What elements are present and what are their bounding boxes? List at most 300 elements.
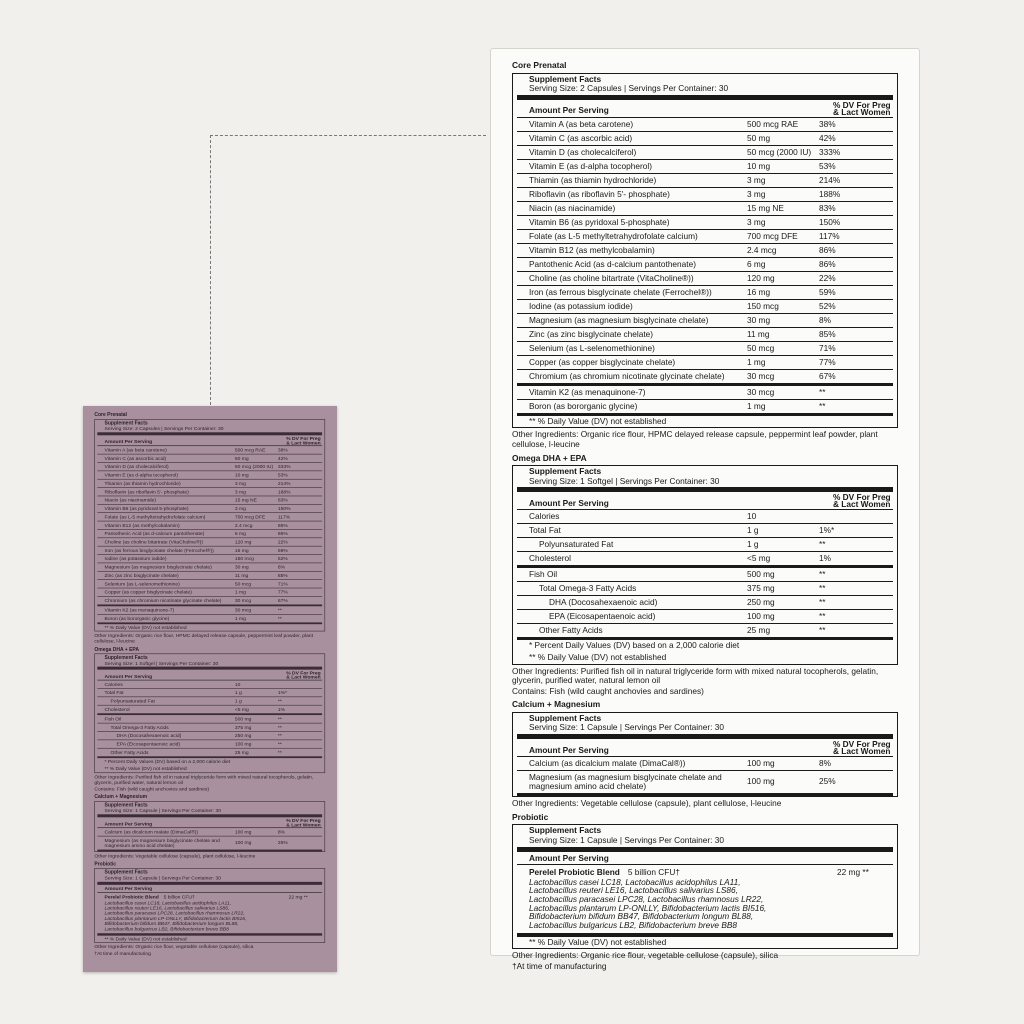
nutrient-table <box>97 681 322 714</box>
connector-line-vertical <box>210 135 211 405</box>
nutrient-dv: 38% <box>819 118 836 129</box>
nutrient-dv: ** <box>819 611 826 622</box>
nutrient-amount: 100 mg <box>747 611 775 622</box>
nutrient-row <box>97 606 322 614</box>
nutrient-table <box>97 446 322 604</box>
nutrient-row <box>97 546 322 554</box>
nutrient-row <box>97 828 322 836</box>
nutrient-amount: 375 mg <box>234 724 252 731</box>
nutrient-amount: 15 mg NE <box>747 202 784 213</box>
nutrient-amount: 1 mg <box>747 400 766 411</box>
nutrient-name: Riboflavin (as riboflavin 5'- phosphate) <box>104 488 189 495</box>
nutrient-amount: 150 mcg <box>234 555 254 562</box>
blend-amount: 22 mg ** <box>288 893 308 900</box>
nutrient-amount: 30 mcg <box>747 370 775 381</box>
nutrient-name: Zinc (as zinc bisglycinate chelate) <box>529 328 654 339</box>
nutrient-name: DHA (Docosahexaenoic acid) <box>116 732 182 739</box>
nutrient-row <box>97 555 322 563</box>
nutrient-name: Selenium (as L-selenomethionine) <box>529 342 655 353</box>
serving-info: Serving Size: 1 Capsule | Servings Per Container: 30 <box>529 722 724 733</box>
nutrient-name: DHA (Docosahexaenoic acid) <box>549 597 658 608</box>
nutrient-row <box>97 740 322 748</box>
nutrient-dv: 67% <box>277 597 288 604</box>
nutrient-row <box>517 202 893 216</box>
nutrient-dv: 38% <box>277 446 288 453</box>
supplement-facts-title: Supplement Facts <box>529 466 602 477</box>
nutrient-row <box>97 724 322 732</box>
other-ingredients: Other Ingredients: Organic rice flour, vegetable cellulose (capsule), silica <box>512 950 779 961</box>
nutrient-dv: ** <box>277 715 282 722</box>
strain-line: Bifidobacterium bifidum BB47, Bifidobacterium longum BL88, <box>529 911 754 922</box>
label-content <box>493 51 917 975</box>
nutrient-amount: 100 mg <box>747 776 775 787</box>
nutrient-name: Magnesium (as magnesium bisglycinate chelate) <box>104 563 212 570</box>
nutrient-row <box>97 689 322 697</box>
nutrient-dv: 8% <box>819 314 831 325</box>
manufacturing-note: †At time of manufacturing <box>94 949 151 956</box>
nutrient-name: Vitamin A (as beta carotene) <box>529 118 634 129</box>
nutrient-dv: ** <box>277 732 282 739</box>
nutrient-dv: 42% <box>277 454 288 461</box>
nutrient-name: Iron (as ferrous bisglycinate chelate (Ferrochel®)) <box>104 546 214 553</box>
nutrient-dv: 117% <box>277 513 291 520</box>
strain-line: Lactobacillus plantarum LP-ONLLY, Bifidobacterium lactis BI516, <box>529 902 767 913</box>
nutrient-name: Folate (as L-5 methyltetrahydrofolate calcium) <box>529 230 698 241</box>
nutrient-dv: 1%* <box>819 525 835 536</box>
nutrient-amount: 11 mg <box>234 571 249 578</box>
section-title-probiotic: Probiotic <box>94 860 117 867</box>
nutrient-name: Fish Oil <box>104 715 122 722</box>
nutrient-name: Total Omega-3 Fatty Acids <box>110 724 169 731</box>
table-header <box>517 492 893 510</box>
strain-line: Lactobacillus casei LC18, Lactobacillus acidophilus LA11, <box>104 899 231 906</box>
footnote: ** % Daily Value (DV) not established <box>104 765 187 772</box>
nutrient-row <box>97 479 322 487</box>
nutrient-row <box>97 681 322 689</box>
nutrient-amount: 375 mg <box>747 583 775 594</box>
nutrient-row <box>97 732 322 740</box>
nutrient-amount: 1 mg <box>234 615 246 622</box>
table-header <box>97 817 322 828</box>
nutrient-row <box>517 771 893 793</box>
nutrient-row <box>517 160 893 174</box>
nutrient-row <box>97 446 322 454</box>
nutrient-row <box>97 471 322 479</box>
nutrient-dv: ** <box>819 597 826 608</box>
section-title-calcium: Calcium + Magnesium <box>94 793 148 800</box>
nutrient-table-secondary <box>97 606 322 622</box>
nutrient-amount: 2.4 mcg <box>234 521 253 528</box>
footnote: ** % Daily Value (DV) not established <box>529 415 667 426</box>
nutrient-row <box>517 244 893 258</box>
nutrient-name: Pantothenic Acid (as d-calcium pantothenate) <box>529 258 696 269</box>
nutrient-name: Choline (as choline bitartrate (VitaCholine®)) <box>529 272 694 283</box>
nutrient-row <box>517 552 893 565</box>
nutrient-amount: 6 mg <box>747 258 766 269</box>
nutrient-name: Cholesterol <box>104 706 130 713</box>
nutrient-name: Pantothenic Acid (as d-calcium pantothenate) <box>104 530 205 537</box>
nutrient-name: Total Omega-3 Fatty Acids <box>539 583 637 594</box>
nutrient-name: Copper (as copper bisglycinate chelate) <box>529 356 676 367</box>
nutrient-name: Vitamin E (as d-alpha tocopherol) <box>529 160 652 171</box>
nutrient-row <box>97 588 322 596</box>
nutrient-amount: 30 mcg <box>234 597 252 604</box>
nutrient-row <box>517 624 893 637</box>
header-amount: Amount Per Serving <box>529 744 609 755</box>
blend-cfu: 5 billion CFU† <box>627 867 680 878</box>
nutrient-row <box>517 524 893 538</box>
nutrient-row <box>517 356 893 370</box>
nutrient-amount: 25 mg <box>747 625 771 636</box>
thumbnail-label[interactable] <box>83 406 337 972</box>
nutrient-dv: ** <box>277 615 282 622</box>
nutrient-name: Vitamin K2 (as menaquinone-7) <box>529 386 646 397</box>
nutrient-row <box>517 286 893 300</box>
other-ingredients: Other Ingredients: Vegetable cellulose (capsule), plant cellulose, l-leucine <box>512 798 782 809</box>
nutrient-amount: 1 mg <box>747 356 766 367</box>
nutrient-row <box>97 597 322 605</box>
nutrient-table <box>517 510 893 565</box>
nutrient-amount: 25 mg <box>234 749 249 756</box>
header-amount: Amount Per Serving <box>529 105 609 116</box>
nutrient-dv: 71% <box>277 580 288 587</box>
facts-box-omega <box>94 654 325 773</box>
nutrient-dv: 86% <box>277 530 288 537</box>
nutrient-amount: 50 mcg (2000 IU) <box>234 463 274 470</box>
nutrient-dv: ** <box>277 740 282 747</box>
nutrient-amount: 3 mg <box>747 188 766 199</box>
nutrient-name: Vitamin D (as cholecalciferol) <box>529 146 637 157</box>
nutrient-row <box>97 513 322 521</box>
facts-box-probiotic <box>512 824 898 949</box>
table-header <box>97 885 322 893</box>
nutrient-amount: 700 mcg DFE <box>234 513 266 520</box>
serving-info: Serving Size: 1 Softgel | Servings Per Container: 30 <box>529 475 720 486</box>
probiotic-blend-row <box>97 893 322 934</box>
nutrient-row <box>517 386 893 400</box>
nutrient-amount: 50 mcg <box>747 342 775 353</box>
facts-box-core-prenatal <box>512 73 898 429</box>
strain-line: Lactobacillus casei LC18, Lactobacillus acidophilus LA11, <box>529 876 741 887</box>
nutrient-row <box>517 400 893 413</box>
section-title-omega: Omega DHA + EPA <box>94 646 140 653</box>
nutrient-dv: 1% <box>819 553 831 564</box>
nutrient-dv: 117% <box>819 230 840 241</box>
nutrient-name: Vitamin K2 (as menaquinone-7) <box>104 606 175 613</box>
nutrient-amount: 10 <box>747 511 757 522</box>
nutrient-name: Polyunsaturated Fat <box>110 697 155 704</box>
strain-line: Lactobacillus plantarum LP-ONLLY, Bifidobacterium lactis BI516, <box>104 915 247 922</box>
nutrient-amount: 500 mcg RAE <box>747 118 799 129</box>
nutrient-amount: 500 mcg RAE <box>234 446 266 453</box>
nutrient-table <box>517 757 893 793</box>
nutrient-dv: 85% <box>277 571 288 578</box>
nutrient-dv: ** <box>277 724 282 731</box>
nutrient-dv: 59% <box>277 546 288 553</box>
nutrient-name: Choline (as choline bitartrate (VitaCholine®)) <box>104 538 203 545</box>
nutrient-row <box>517 757 893 771</box>
nutrient-amount: 11 mg <box>747 328 770 339</box>
nutrient-amount: 250 mg <box>234 732 252 739</box>
nutrient-dv: 8% <box>277 563 286 570</box>
nutrient-name: Selenium (as L-selenomethionine) <box>104 580 180 587</box>
nutrient-name: Zinc (as zinc bisglycinate chelate) <box>104 571 179 578</box>
nutrient-name: Magnesium (as magnesium bisglycinate chelate) <box>529 314 709 325</box>
nutrient-dv: 86% <box>819 258 836 269</box>
facts-box-omega <box>512 465 898 664</box>
nutrient-dv: 8% <box>277 828 286 835</box>
nutrient-dv: 22% <box>277 538 288 545</box>
table-header <box>517 852 893 866</box>
nutrient-row <box>97 496 322 504</box>
nutrient-name: Calories <box>104 681 123 688</box>
section-title-probiotic: Probiotic <box>512 811 549 822</box>
nutrient-amount: 10 mg <box>234 471 249 478</box>
nutrient-dv: 77% <box>277 588 288 595</box>
header-amount: Amount Per Serving <box>529 852 609 863</box>
other-ingredients: Other Ingredients: Purified fish oil in natural triglyceride form with mixed natural tocopherols, gelatin, glycerin, purified water, natural lemon oil <box>512 665 879 686</box>
section-title-core-prenatal: Core Prenatal <box>94 411 127 418</box>
nutrient-row <box>97 580 322 588</box>
nutrient-row <box>97 521 322 529</box>
nutrient-name: Magnesium (as magnesium bisglycinate chelate and magnesium amino acid chelate) <box>104 836 220 849</box>
nutrient-dv: 86% <box>277 521 288 528</box>
nutrient-row <box>97 505 322 513</box>
nutrient-name: Chromium (as chromium nicotinate glycinate chelate) <box>104 597 222 604</box>
nutrient-amount: 3 mg <box>747 174 766 185</box>
strain-line: Lactobacillus paracasei LPC28, Lactobacillus rhamnosus LR22, <box>529 893 764 904</box>
nutrient-row <box>97 463 322 471</box>
blend-amount: 22 mg ** <box>837 867 869 878</box>
nutrient-dv: 85% <box>819 328 836 339</box>
nutrient-dv: 188% <box>277 488 291 495</box>
nutrient-dv: 22% <box>819 272 836 283</box>
nutrient-row <box>517 258 893 272</box>
supplement-facts-title: Supplement Facts <box>529 73 602 84</box>
nutrient-row <box>517 174 893 188</box>
nutrient-name: Copper (as copper bisglycinate chelate) <box>104 588 192 595</box>
nutrient-amount: 16 mg <box>747 286 771 297</box>
nutrient-amount: 120 mg <box>234 538 252 545</box>
supplement-facts-title: Supplement Facts <box>104 801 148 808</box>
nutrient-dv: 333% <box>819 146 841 157</box>
nutrient-name: Thiamin (as thiamin hydrochloride) <box>104 479 181 486</box>
nutrient-row <box>97 706 322 714</box>
nutrient-row <box>97 836 322 849</box>
serving-info: Serving Size: 1 Softgel | Servings Per Container: 30 <box>104 659 219 666</box>
header-dv: % DV For Preg & Lact Women <box>286 669 321 681</box>
nutrient-amount: 1 g <box>234 689 242 696</box>
nutrient-row <box>517 146 893 160</box>
nutrient-dv: 25% <box>277 839 288 846</box>
connector-line-horizontal <box>210 135 486 136</box>
medium-rule <box>517 793 893 796</box>
nutrient-dv: 86% <box>819 244 836 255</box>
nutrient-amount: 500 mg <box>234 715 252 722</box>
other-ingredients: Other Ingredients: Organic rice flour, HPMC delayed release capsule, peppermint leaf powder, plant cellulose, l-leucine <box>94 632 313 644</box>
table-header <box>517 100 893 118</box>
thumbnail-label-body <box>83 406 336 956</box>
nutrient-table-secondary <box>517 386 893 413</box>
strain-list <box>105 900 323 931</box>
nutrient-amount: 700 mcg DFE <box>747 230 798 241</box>
strain-list <box>529 878 893 930</box>
nutrient-amount: 3 mg <box>234 479 246 486</box>
nutrient-row <box>517 132 893 146</box>
nutrient-row <box>97 572 322 580</box>
nutrient-amount: 250 mg <box>747 597 775 608</box>
nutrient-name: Vitamin D (as cholecalciferol) <box>104 463 169 470</box>
nutrient-row <box>97 715 322 723</box>
supplement-facts-title: Supplement Facts <box>104 868 148 875</box>
nutrient-table <box>97 828 322 850</box>
header-amount: Amount Per Serving <box>104 885 153 892</box>
nutrient-row <box>97 749 322 757</box>
nutrient-row <box>97 615 322 623</box>
serving-info: Serving Size: 1 Capsule | Servings Per Container: 30 <box>529 834 724 845</box>
nutrient-amount: 1 g <box>747 525 759 536</box>
serving-info: Serving Size: 1 Capsule | Servings Per Container: 30 <box>104 874 222 881</box>
nutrient-dv: 71% <box>819 342 836 353</box>
nutrient-name: Vitamin B6 (as pyridoxal 5-phosphate) <box>529 216 670 227</box>
nutrient-name: Total Fat <box>529 525 561 536</box>
nutrient-amount: 1 mg <box>234 588 246 595</box>
nutrient-row <box>97 538 322 546</box>
nutrient-name: Vitamin B6 (as pyridoxal 5-phosphate) <box>104 505 189 512</box>
blend-title: Perelel Probiotic Blend <box>529 867 620 878</box>
nutrient-amount: 10 mg <box>747 160 771 171</box>
nutrient-name: Iron (as ferrous bisglycinate chelate (Ferrochel®)) <box>529 286 712 297</box>
nutrient-amount: 100 mg <box>747 757 775 768</box>
nutrient-dv: 188% <box>819 188 841 199</box>
supplement-facts-title: Supplement Facts <box>104 419 148 426</box>
nutrient-name: Riboflavin (as riboflavin 5'- phosphate) <box>529 188 670 199</box>
supplement-facts-card <box>490 48 920 971</box>
footnote: ** % Daily Value (DV) not established <box>529 936 667 947</box>
nutrient-amount: 120 mg <box>747 272 775 283</box>
serving-info: Serving Size: 1 Capsule | Servings Per Container: 30 <box>104 807 222 814</box>
nutrient-row <box>97 563 322 571</box>
allergen-contains: Contains: Fish (wild caught anchovies and sardines) <box>94 785 210 792</box>
nutrient-row <box>517 596 893 610</box>
header-amount: Amount Per Serving <box>104 673 153 680</box>
medium-rule <box>97 850 322 852</box>
nutrient-name: Calories <box>529 511 560 522</box>
nutrient-name: Calcium (as dicalcium malate (DimaCal®)) <box>104 828 199 835</box>
strain-line: Lactobacillus reuteri LE16, Lactobacillus salivarius LS86, <box>529 885 738 896</box>
nutrient-dv: ** <box>277 697 282 704</box>
nutrient-amount: 3 mg <box>234 505 246 512</box>
nutrient-amount: 16 mg <box>234 546 249 553</box>
nutrient-amount: 1 g <box>234 697 242 704</box>
nutrient-name: Iodine (as potassium iodide) <box>529 300 633 311</box>
nutrient-name: Total Fat <box>104 689 124 696</box>
nutrient-amount: 6 mg <box>234 530 246 537</box>
nutrient-table-secondary <box>97 715 322 756</box>
strain-line: Bifidobacterium bifidum BB47, Bifidobacterium longum BL88, <box>104 920 239 927</box>
nutrient-name: Other Fatty Acids <box>539 625 603 636</box>
nutrient-dv: 25% <box>819 776 836 787</box>
nutrient-dv: 333% <box>277 463 291 470</box>
nutrient-name: Other Fatty Acids <box>110 749 149 756</box>
blend-cfu: 5 billion CFU† <box>163 893 195 900</box>
nutrient-name: EPA (Eicosapentaenoic acid) <box>116 740 181 747</box>
nutrient-amount: 3 mg <box>747 216 766 227</box>
nutrient-amount: 500 mg <box>747 569 775 580</box>
table-header <box>97 435 322 446</box>
table-header <box>97 670 322 681</box>
nutrient-name: Thiamin (as thiamin hydrochloride) <box>529 174 657 185</box>
nutrient-dv: ** <box>277 606 282 613</box>
nutrient-dv: 150% <box>819 216 841 227</box>
strain-line: Lactobacillus bulgaricus LB2, Bifidobacterium breve BB8 <box>104 925 229 932</box>
nutrient-amount: 50 mg <box>747 132 771 143</box>
nutrient-name: Vitamin B12 (as methylcobalamin) <box>104 521 180 528</box>
nutrient-amount: 30 mcg <box>234 606 252 613</box>
table-header <box>517 739 893 757</box>
supplement-facts-title: Supplement Facts <box>529 712 602 723</box>
nutrient-row <box>517 118 893 132</box>
nutrient-row <box>517 230 893 244</box>
nutrient-amount: 2.4 mcg <box>747 244 777 255</box>
nutrient-dv: 59% <box>819 286 836 297</box>
other-ingredients: Other Ingredients: Organic rice flour, HPMC delayed release capsule, peppermint leaf powder, plant cellulose, l-leucine <box>512 429 878 449</box>
facts-box-calcium <box>94 801 325 852</box>
nutrient-name: Cholesterol <box>529 553 571 564</box>
nutrient-amount: 1 g <box>747 539 759 550</box>
nutrient-row <box>517 328 893 342</box>
nutrient-row <box>517 216 893 230</box>
nutrient-name: Fish Oil <box>529 569 558 580</box>
nutrient-row <box>517 300 893 314</box>
nutrient-dv: 214% <box>819 174 841 185</box>
serving-info: Serving Size: 2 Capsules | Servings Per Container: 30 <box>104 425 224 432</box>
nutrient-dv: 1%* <box>277 689 287 696</box>
nutrient-name: EPA (Eicosapentaenoic acid) <box>549 611 656 622</box>
nutrient-row <box>517 610 893 624</box>
nutrient-row <box>97 454 322 462</box>
nutrient-row <box>517 568 893 582</box>
nutrient-dv: 52% <box>277 555 288 562</box>
strain-line: Lactobacillus bulgaricus LB2, Bifidobacterium breve BB8 <box>529 920 737 931</box>
nutrient-name: Boron (as bororganic glycine) <box>104 615 170 622</box>
nutrient-dv: 53% <box>277 471 288 478</box>
nutrient-dv: 83% <box>819 202 836 213</box>
nutrient-name: Vitamin A (as beta carotene) <box>104 446 167 453</box>
nutrient-row <box>97 530 322 538</box>
nutrient-name: Polyunsaturated Fat <box>539 539 614 550</box>
nutrient-amount: 150 mcg <box>747 300 779 311</box>
footnote-dv-basis: * Percent Daily Values (DV) based on a 2,000 calorie diet <box>104 758 231 765</box>
nutrient-name: Magnesium (as magnesium bisglycinate chelate and magnesium amino acid chelate) <box>529 771 722 792</box>
nutrient-dv: ** <box>819 583 826 594</box>
nutrient-amount: 100 mg <box>234 828 252 835</box>
strain-line: Lactobacillus reuteri LE16, Lactobacillus salivarius LS86, <box>104 904 230 911</box>
section-title-omega: Omega DHA + EPA <box>512 452 587 463</box>
nutrient-dv: 42% <box>819 132 836 143</box>
nutrient-dv: ** <box>277 749 282 756</box>
header-dv: % DV For Preg & Lact Women <box>833 738 891 757</box>
thumbnail-label-content <box>83 406 336 956</box>
nutrient-dv: ** <box>819 539 826 550</box>
nutrient-row <box>97 697 322 705</box>
nutrient-name: Vitamin E (as d-alpha tocopherol) <box>104 471 179 478</box>
nutrient-dv: ** <box>819 400 826 411</box>
footnote: ** % Daily Value (DV) not established <box>104 624 187 631</box>
nutrient-name: Niacin (as niacinamide) <box>104 496 157 503</box>
nutrient-amount: 50 mg <box>234 454 249 461</box>
nutrient-dv: ** <box>819 625 826 636</box>
